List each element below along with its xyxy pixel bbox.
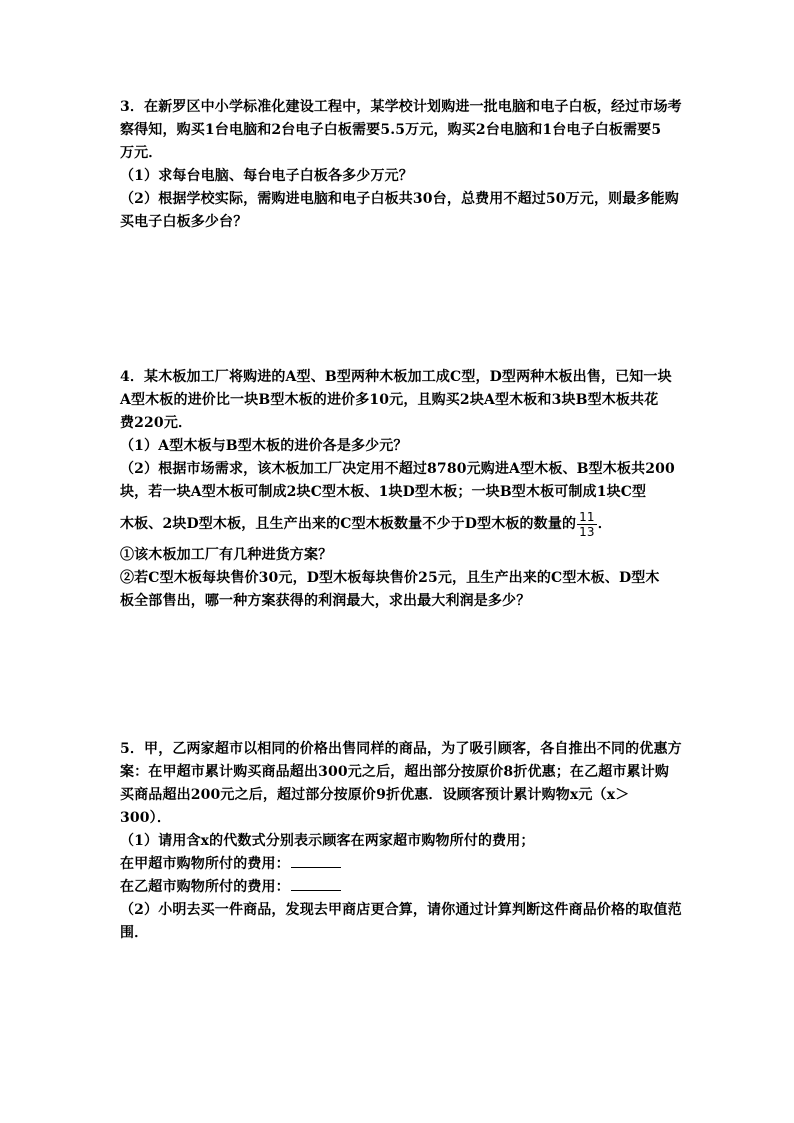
problem-4-line: ②若C型木板每块售价30元，D型木板每块售价25元，且生产出来的C型木板、D型木 (120, 570, 660, 586)
answer-line-yi (120, 876, 680, 899)
problem-3 (120, 96, 680, 234)
problem-4-line: （2）根据市场需求，该木板加工厂决定用不超过8780元购进A型木板、B型木板共200 (120, 461, 675, 477)
problem-5-line: （2）小明去买一件商品，发现去甲商店更合算，请你通过计算判断这件商品价格的取值范 (120, 902, 682, 918)
fraction-eleven-thirteenths (577, 510, 597, 539)
problem-4-line: （1）A型木板与B型木板的进价各是多少元？ (120, 438, 408, 454)
problem-5-line: （1）请用含x的代数式分别表示顾客在两家超市购物所付的费用； (120, 833, 535, 849)
problem-5-line: 300）． (120, 810, 171, 826)
problem-4-line: A型木板的进价比一块B型木板的进价多10元，且购买2块A型木板和3块B型木板共花 (120, 392, 659, 408)
problem-4-line: 块，若一块A型木板可制成2块C型木板、1块D型木板；一块B型木板可制成1块C型 (120, 484, 647, 500)
problem-5-line: 5．甲，乙两家超市以相同的价格出售同样的商品，为了吸引顾客，各自推出不同的优惠方 (120, 741, 682, 757)
problem-5-line: 买商品超出200元之后，超过部分按原价9折优惠．设顾客预计累计购物x元（x＞ (120, 787, 630, 803)
problem-3-line: （2）根据学校实际，需购进电脑和电子白板共30台，总费用不超过50万元，则最多能购 (120, 191, 679, 207)
problem-4-line: 板全部售出，哪一种方案获得的利润最大，求出最大利润是多少？ (120, 593, 531, 609)
problem-3-line: 万元． (120, 145, 163, 161)
fraction-numerator: 11 (579, 509, 595, 524)
answer-label-jia: 在甲超市购物所付的费用： (120, 856, 290, 872)
problem-5 (120, 738, 680, 945)
problem-3-line: （1）求每台电脑、每台电子白板各多少万元？ (120, 168, 413, 184)
problem-3-line: 3．在新罗区中小学标准化建设工程中，某学校计划购进一批电脑和电子白板，经过市场考 (120, 99, 682, 115)
answer-line-jia (120, 853, 680, 876)
answer-label-yi: 在乙超市购物所付的费用： (120, 879, 290, 895)
problem-4-line: 费220元． (120, 415, 193, 431)
problem-3-line: 买电子白板多少台？ (120, 214, 248, 230)
problem-4-line: 4．某木板加工厂将购进的A型、B型两种木板加工成C型，D型两种木板出售，已知一块 (120, 369, 672, 385)
problem-5-line: 围． (120, 925, 149, 941)
fraction-line-prefix: 木板、2块D型木板，且生产出来的C型木板数量不少于D型木板的数量的 (120, 516, 577, 532)
problem-3-line: 察得知，购买1台电脑和2台电子白板需要5.5万元，购买2台电脑和1台电子白板需要5 (120, 122, 662, 138)
fraction-line-suffix: ． (597, 516, 612, 532)
answer-blank-yi[interactable] (291, 876, 341, 891)
problem-4-line: ①该木板加工厂有几种进货方案？ (120, 547, 333, 563)
problem-4 (120, 366, 680, 613)
problem-4-fraction-line (120, 504, 680, 544)
answer-blank-jia[interactable] (291, 853, 341, 868)
problem-5-line: 案：在甲超市累计购买商品超出300元之后，超出部分按原价8折优惠；在乙超市累计购 (120, 764, 669, 780)
fraction-denominator: 13 (579, 524, 595, 539)
